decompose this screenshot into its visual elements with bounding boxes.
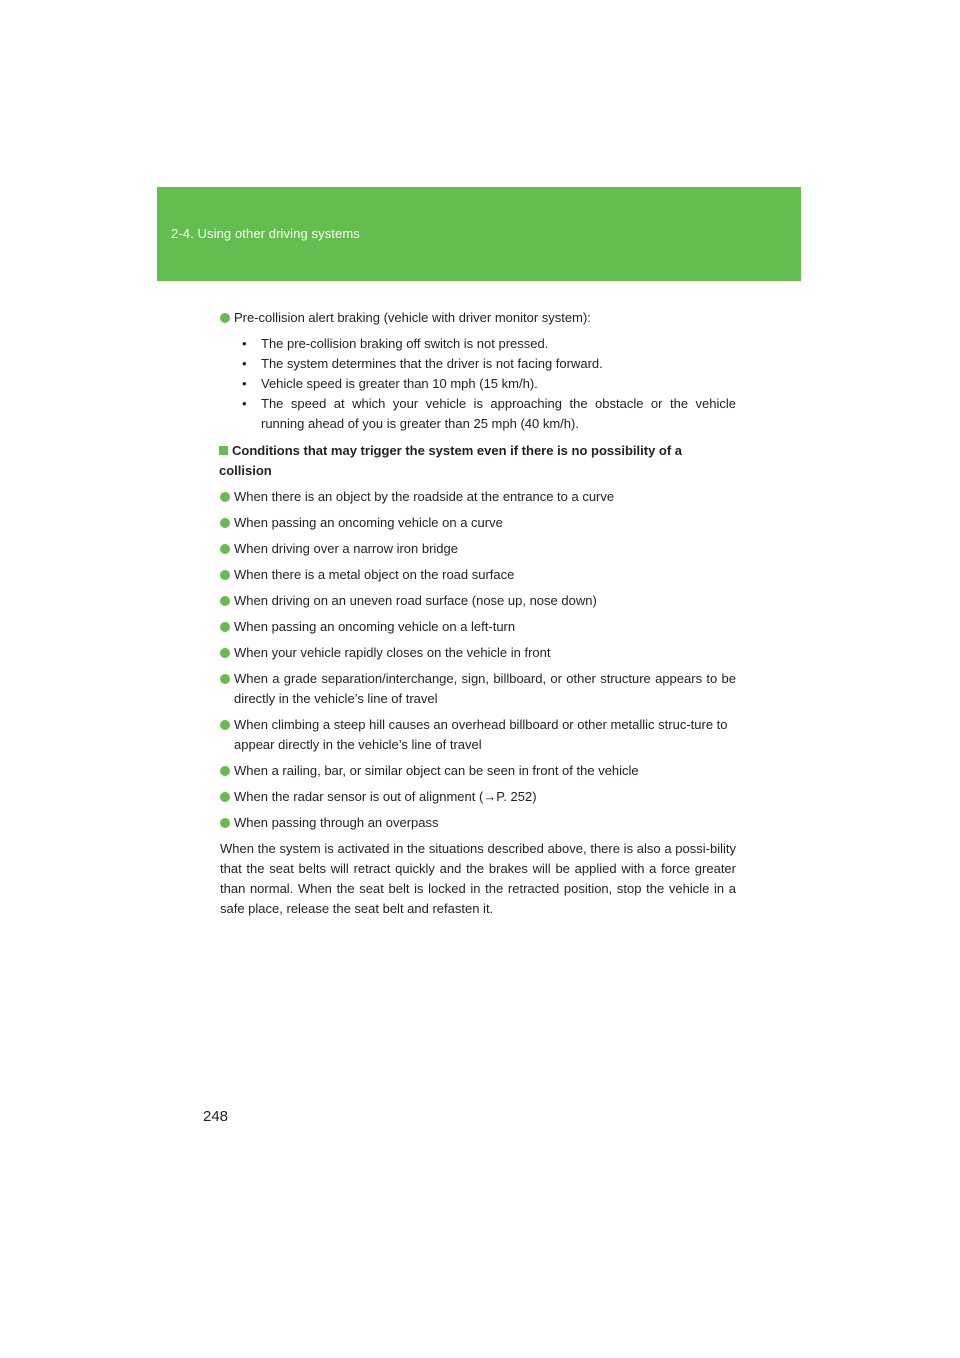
list-item: When passing an oncoming vehicle on a curve: [220, 513, 736, 533]
list-item: When your vehicle rapidly closes on the vehicle in front: [220, 643, 736, 663]
sub-list-item: • Vehicle speed is greater than 10 mph (15 km/h).: [234, 374, 736, 394]
bullet-circle-icon: [220, 570, 230, 580]
bullet-circle-icon: [220, 792, 230, 802]
bullet-dot-icon: •: [242, 336, 247, 351]
bullet-circle-icon: [220, 674, 230, 684]
bullet-dot-icon: •: [242, 396, 247, 411]
list-item: When passing an oncoming vehicle on a left-turn: [220, 617, 736, 637]
section-title: 2-4. Using other driving systems: [171, 226, 360, 241]
bullet-circle-icon: [220, 492, 230, 502]
list-item: When passing through an overpass: [220, 813, 736, 833]
sub-list-item: • The system determines that the driver is not facing forward.: [234, 354, 736, 374]
page-content: [220, 308, 736, 932]
list-item: When driving on an uneven road surface (nose up, nose down): [220, 591, 736, 611]
list-item: When there is an object by the roadside at the entrance to a curve: [220, 487, 736, 507]
bullet-circle-icon: [220, 544, 230, 554]
bullet-dot-icon: •: [242, 356, 247, 371]
closing-paragraph: When the system is activated in the situations described above, there is also a possi-bility that the seat belts will retract quickly and the brakes will be applied with a force greater than normal. When the seat belt is locked in the retracted position, stop the vehicle in a safe place, release the seat belt and refasten it.: [220, 841, 736, 916]
bullet-dot-icon: •: [242, 376, 247, 391]
list-item-text: Pre-collision alert braking (vehicle with driver monitor system):: [234, 310, 591, 325]
section-heading: Conditions that may trigger the system even if there is no possibility of a collision: [219, 443, 683, 478]
bullet-circle-icon: [220, 622, 230, 632]
section-header-band: [157, 187, 801, 281]
bullet-circle-icon: [220, 596, 230, 606]
list-item-intro: [220, 308, 736, 434]
bullet-circle-icon: [220, 648, 230, 658]
bullet-circle-icon: [220, 766, 230, 776]
list-item: When climbing a steep hill causes an overhead billboard or other metallic struc-ture to appear directly in the vehicle’s line of travel: [220, 715, 736, 755]
sub-list-item: • The speed at which your vehicle is approaching the obstacle or the vehicle running ahead of you is greater than 25 mph (40 km/h).: [242, 396, 736, 431]
bullet-circle-icon: [220, 720, 230, 730]
bullet-circle-icon: [220, 518, 230, 528]
square-bullet-icon: [219, 446, 228, 455]
bullet-circle-icon: [220, 818, 230, 828]
list-item: When a grade separation/interchange, sign, billboard, or other structure appears to be directly in the vehicle’s line of travel: [220, 669, 736, 709]
sub-list-item: • The pre-collision braking off switch is not pressed.: [234, 334, 736, 354]
conditions-list: [220, 487, 736, 833]
bullet-circle-icon: [220, 313, 230, 323]
list-item: When a railing, bar, or similar object can be seen in front of the vehicle: [220, 761, 736, 781]
list-item: When there is a metal object on the road surface: [220, 565, 736, 585]
list-item: When driving over a narrow iron bridge: [220, 539, 736, 559]
page-number: 248: [203, 1108, 229, 1125]
list-item: When the radar sensor is out of alignment (→P. 252): [220, 787, 736, 807]
sub-list: [234, 334, 736, 434]
